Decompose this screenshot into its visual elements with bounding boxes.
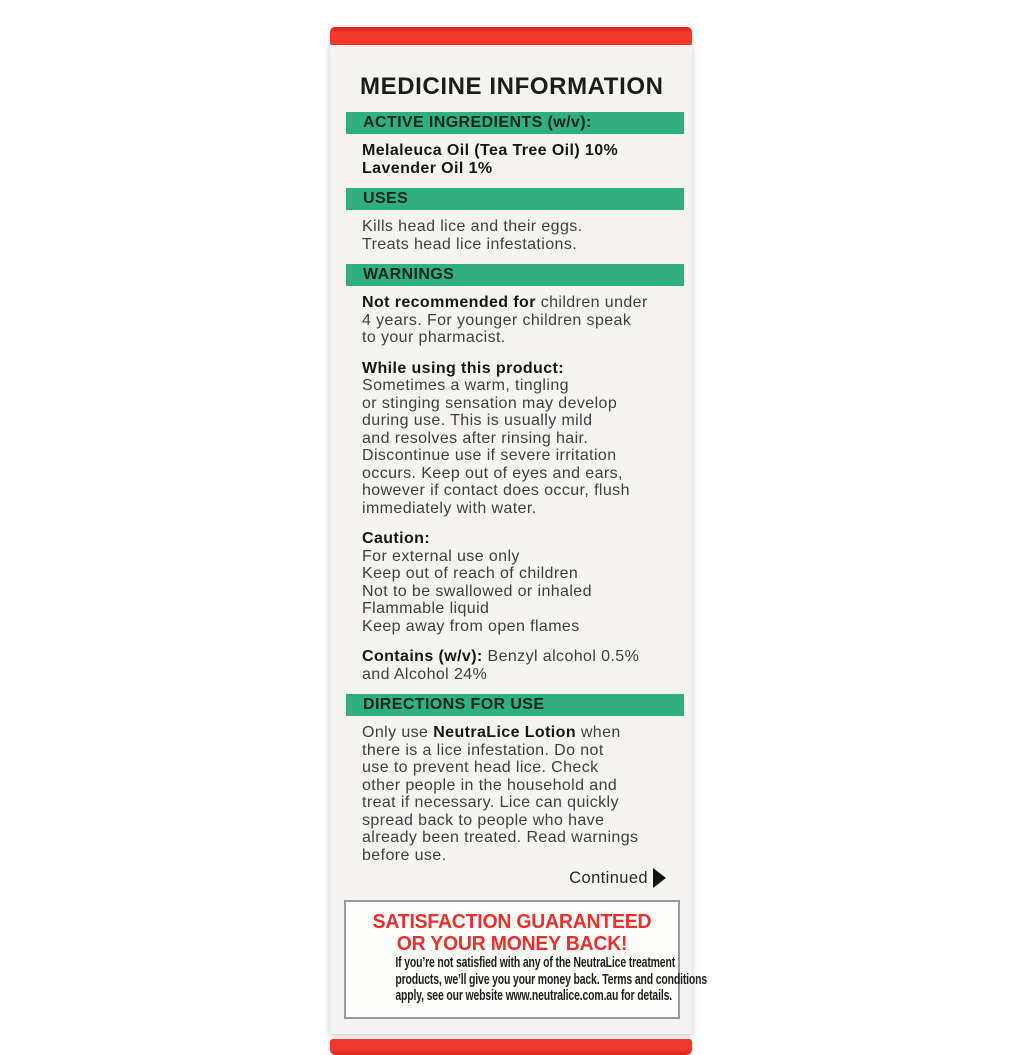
text-line: occurs. Keep out of eyes and ears, (362, 464, 623, 482)
text-line (362, 648, 678, 666)
text-line: immediately with water. (362, 499, 537, 517)
continued-arrow-icon (653, 868, 666, 888)
panel-body (330, 45, 708, 1034)
text-run: Only use (362, 724, 434, 741)
panel-top-red-bar (330, 27, 692, 45)
text-line: Treats head lice infestations. (362, 235, 578, 253)
text-run: apply, see our website (395, 988, 506, 1004)
text-line: Flammable liquid (362, 600, 490, 617)
guarantee-title-line: SATISFACTION GUARANTEED (372, 911, 652, 933)
text-line: during use. This is usually mild (362, 412, 593, 429)
text-line (362, 724, 678, 742)
continued-indicator (330, 868, 666, 888)
text-line: Discontinue use if severe irritation (362, 447, 617, 464)
uses-text (362, 218, 678, 253)
guarantee-text-line (395, 988, 673, 1005)
text-line: Not to be swallowed or inhaled (362, 582, 592, 600)
section-header-uses (346, 188, 684, 210)
product-name-bold: NeutraLice Lotion (433, 724, 576, 741)
guarantee-text-line: If you’re not satisfied with any of the NeutraLice treatment (395, 955, 676, 971)
warnings-contains (362, 648, 678, 683)
text-run: children under (535, 294, 648, 311)
guarantee-box (344, 900, 708, 1019)
guarantee-title-line: OR YOUR MONEY BACK! (396, 933, 628, 955)
directions-text (362, 724, 678, 864)
text-line: spread back to people who have (362, 811, 605, 829)
section-header-label: USES (363, 190, 409, 207)
section-header-warnings (346, 264, 684, 286)
paragraph-heading: While using this product: (362, 359, 564, 377)
text-line: 4 years. For younger children speak (362, 311, 632, 329)
text-line: Melaleuca Oil (Tea Tree Oil) 10% (362, 142, 619, 159)
medicine-info-panel (330, 27, 708, 1055)
section-header-active-ingredients (346, 112, 684, 134)
section-header-label: ACTIVE INGREDIENTS (w/v): (363, 114, 592, 131)
warnings-caution (362, 530, 678, 635)
text-line: use to prevent head lice. Check (362, 759, 599, 776)
text-line: Keep out of reach of children (362, 565, 579, 582)
text-line: already been treated. Read warnings (362, 829, 639, 846)
text-run: when (576, 724, 621, 741)
text-line: before use. (362, 846, 447, 864)
guarantee-website: www.neutralice.com.au (505, 988, 619, 1004)
active-ingredients-text (362, 142, 678, 177)
bold-lead: Contains (w/v): (362, 648, 483, 665)
text-run: Benzyl alcohol 0.5% (482, 648, 640, 665)
text-line: to your pharmacist. (362, 329, 506, 346)
bold-lead: Not recommended for (362, 294, 536, 311)
guarantee-text-line: products, we’ll give you your money back. Terms and conditions (395, 971, 708, 988)
text-line: other people in the household and (362, 776, 618, 794)
text-line: For external use only (362, 547, 520, 565)
text-line: Sometimes a warm, tingling (362, 377, 569, 394)
text-line: Lavender Oil 1% (362, 159, 493, 177)
text-line: and Alcohol 24% (362, 665, 488, 683)
section-header-directions (346, 694, 684, 716)
text-line: or stinging sensation may develop (362, 394, 618, 412)
text-line: Kills head lice and their eggs. (362, 218, 583, 235)
text-line: and resolves after rinsing hair. (362, 429, 589, 447)
warnings-while-using (362, 360, 678, 518)
paragraph-heading: Caution: (362, 530, 431, 547)
text-line: treat if necessary. Lice can quickly (362, 794, 619, 811)
section-header-label: WARNINGS (363, 266, 455, 283)
text-line: Keep away from open flames (362, 617, 580, 635)
text-line (362, 294, 678, 312)
panel-bottom-red-bar (330, 1039, 692, 1055)
text-line: there is a lice infestation. Do not (362, 741, 604, 759)
text-line: however if contact does occur, flush (362, 482, 630, 499)
warnings-not-recommended (362, 294, 678, 347)
continued-label: Continued (569, 868, 648, 887)
text-run: for details. (618, 988, 673, 1004)
section-header-label: DIRECTIONS FOR USE (363, 696, 545, 713)
panel-title: MEDICINE INFORMATION (360, 73, 664, 100)
